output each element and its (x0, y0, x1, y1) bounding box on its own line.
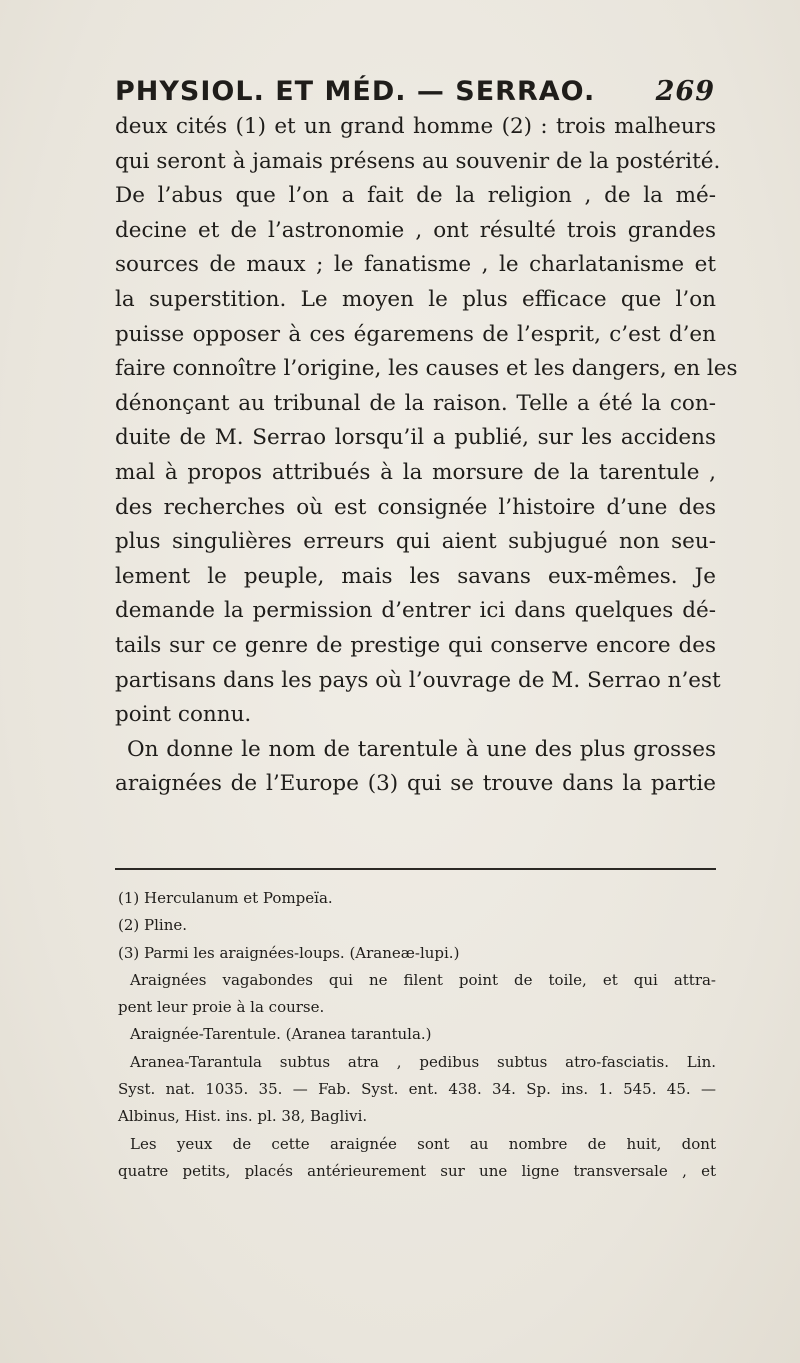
footnote-3-line: Albinus, Hist. ins. pl. 38, Baglivi. (118, 1107, 368, 1126)
footnote-3-line: quatre petits, placés antérieurement sur une ligne transversale , et (118, 1161, 716, 1180)
body-line: plus singulières erreurs qui aient subjugué non seu- (115, 529, 716, 555)
footnotes (118, 885, 716, 1185)
body-line: dénonçant au tribunal de la raison. Telle a été la con- (115, 390, 716, 416)
body-line: deux cités (1) et un grand homme (2) : trois malheurs (115, 114, 716, 139)
footnote-2: (2) Pline. (118, 916, 188, 935)
body-line: faire connoître l’origine, les causes et les dangers, en les (115, 356, 738, 382)
footnote-divider (115, 868, 716, 870)
body-line: De l’abus que l’on a fait de la religion , de la mé- (115, 183, 716, 209)
footnote-3-line: Araignée-Tarentule. (Aranea tarantula.) (130, 1025, 432, 1044)
body-line: decine et de l’astronomie , ont résulté trois grandes (115, 217, 716, 243)
body-line: duite de M. Serrao lorsqu’il a publié, sur les accidens (115, 425, 716, 451)
body-line: point connu. (115, 702, 252, 728)
body-line: demande la permission d’entrer ici dans quelques dé- (115, 598, 716, 624)
body-text (115, 110, 738, 802)
body-line: On donne le nom de tarentule à une des plus grosses (127, 736, 716, 762)
footnote-1: (1) Herculanum et Pompeïa. (118, 889, 333, 907)
footnote-3-line: Aranea-Tarantula subtus atra , pedibus subtus atro-fasciatis. Lin. (130, 1052, 716, 1071)
body-line: sources de maux ; le fanatisme , le charlatanisme et (115, 252, 716, 278)
body-line: qui seront à jamais présens au souvenir de la postérité. (115, 148, 721, 174)
footnote-3: (3) Parmi les araignées-loups. (Araneæ-lupi.) (118, 943, 460, 962)
footnote-3-line: Araignées vagabondes qui ne filent point de toile, et qui attra- (130, 970, 716, 989)
body-line: des recherches où est consignée l’histoire d’une des (115, 494, 716, 520)
footnote-3-line: pent leur proie à la course. (118, 998, 325, 1017)
body-line: la superstition. Le moyen le plus efficace que l’on (115, 286, 716, 312)
body-line: partisans dans les pays où l’ouvrage de M. Serrao n’est (115, 667, 721, 693)
body-line: araignées de l’Europe (3) qui se trouve dans la partie (115, 771, 716, 797)
footnote-3-line: Syst. nat. 1035. 35. — Fab. Syst. ent. 438. 34. Sp. ins. 1. 545. 45. — (118, 1080, 716, 1099)
body-line: tails sur ce genre de prestige qui conserve encore des (115, 632, 716, 658)
footnote-3-line: Les yeux de cette araignée sont au nombre de huit, dont (130, 1134, 716, 1153)
body-line: lement le peuple, mais les savans eux-mêmes. Je (115, 563, 716, 589)
body-line: mal à propos attribués à la morsure de la tarentule , (115, 459, 716, 485)
body-line: puisse opposer à ces égaremens de l’esprit, c’est d’en (115, 321, 716, 347)
page-number: 269 (655, 76, 715, 107)
running-title: PHYSIOL. ET MÉD. — SERRAO. (115, 76, 596, 107)
